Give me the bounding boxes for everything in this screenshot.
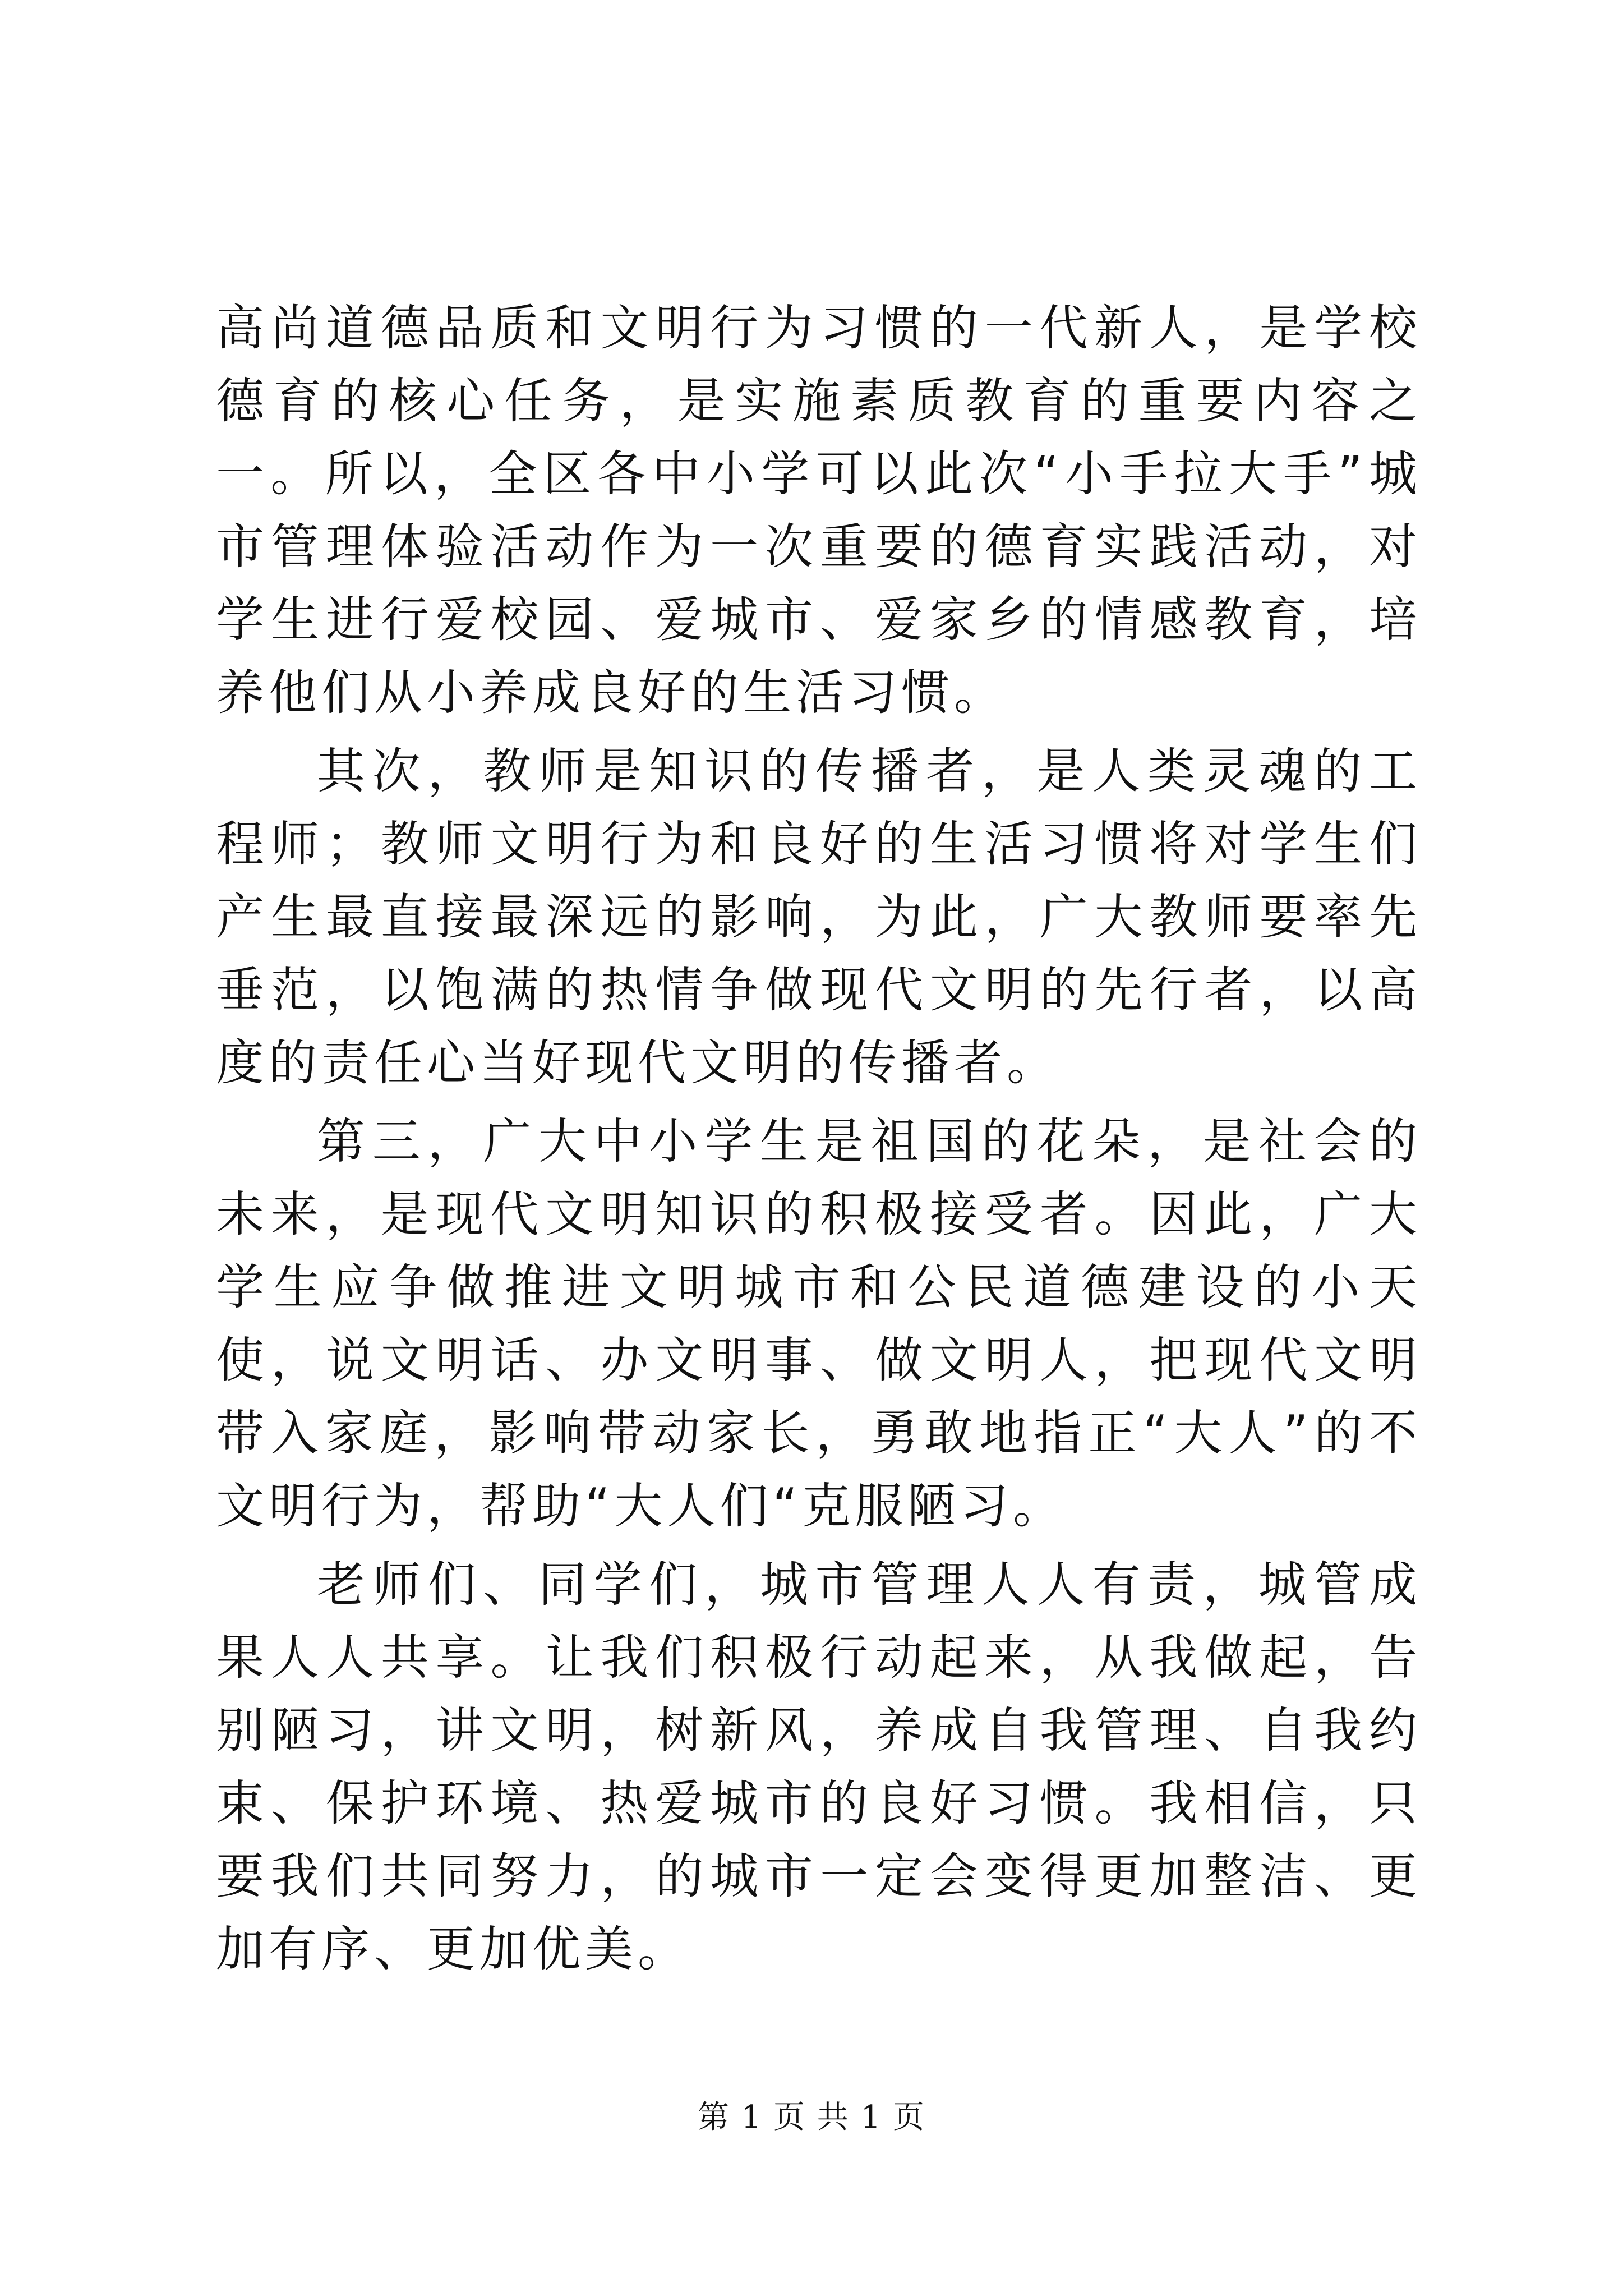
- paragraph-closing: 老师们、同学们，城市管理人人有责，城管成果人人共享。让我们积极行动起来，从我做起，告别陋习，讲文明，树新风，养成自我管理、自我约束、保护环境、热爱城市的良好习惯。我相信，只要我们共同努力，的城市一定会变得更加整洁、更加有序、更加优美。: [216, 1557, 1422, 1977]
- page-footer: 第 1 页 共 1 页: [697, 2099, 926, 2136]
- paragraph-students: 第三，广大中小学生是祖国的花朵，是社会的未来，是现代文明知识的积极接受者。因此，广大学生应争做推进文明城市和公民道德建设的小天使，说文明话、办文明事、做文明人，把现代文明带入家庭，影响带动家长，勇敢地指正“大人”的不文明行为，帮助“大人们“克服陋习。: [216, 1114, 1422, 1534]
- paragraph-continuation: 高尚道德品质和文明行为习惯的一代新人，是学校德育的核心任务，是实施素质教育的重要内容之一。所以，全区各中小学可以此次“小手拉大手”城市管理体验活动作为一次重要的德育实践活动，对学生进行爱校园、爱城市、爱家乡的情感教育，培养他们从小养成良好的生活习惯。: [216, 300, 1422, 721]
- document-body: [216, 292, 1422, 1991]
- paragraph-teachers: 其次，教师是知识的传播者，是人类灵魂的工程师；教师文明行为和良好的生活习惯将对学生们产生最直接最深远的影响，为此，广大教师要率先垂范，以饱满的热情争做现代文明的先行者，以高度的责任心当好现代文明的传播者。: [216, 743, 1422, 1091]
